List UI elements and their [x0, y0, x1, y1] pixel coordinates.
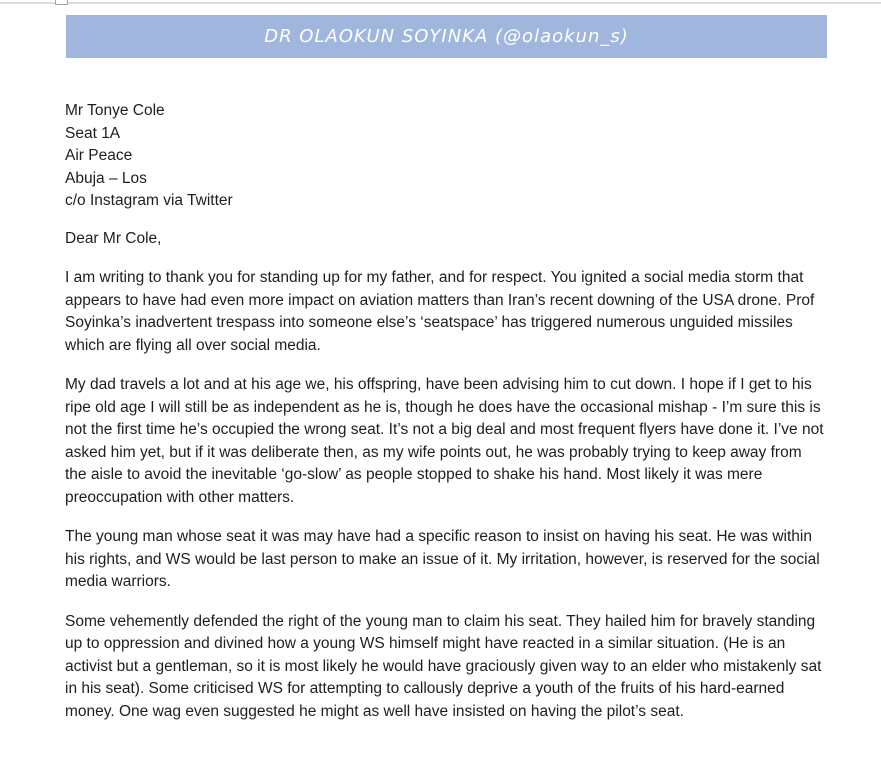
letter-paragraph-1: I am writing to thank you for standing up for my father, and for respect. You ignited a social media storm that appears to have had even more impact on aviation matters than Iran’s recent downing of the USA drone. Prof Soyinka’s inadvertent trespass into someone else’s ‘seatspace’ has triggered numerous unguided missiles which are flying all over social media.: [65, 269, 815, 354]
recipient-address-block: [65, 100, 827, 213]
letter-paragraph-3: The young man whose seat it was may have had a specific reason to insist on having his seat. He was within his rights, and WS would be last person to make an issue of it. My irritation, however, is reserved for the social media warriors.: [65, 528, 820, 590]
document-page[interactable]: [65, 100, 827, 723]
letter-paragraph-4: Some vehemently defended the right of the young man to claim his seat. They hailed him for bravely standing up to oppression and divined how a young WS himself might have reacted in a similar situation. (He is an activist but a gentleman, so it is most likely he would have graciously given way to an elder who mistakenly sat in his seat). Some criticised WS for attempting to callously deprive a youth of the fruits of his hard-earned money. One wag even suggested he might as well have insisted on having the pilot’s seat.: [65, 612, 822, 720]
salutation: Dear Mr Cole,: [65, 229, 162, 247]
letter-paragraph-2: My dad travels a lot and at his age we, his offspring, have been advising him to cut down. I hope if I get to his ripe old age I will still be as independent as he is, though he does have the occasional mishap - I’m sure this is not the first time he’s occupied the wrong seat. It’s not a big deal and most frequent flyers have done it. I’ve not asked him yet, but if it was deliberate then, as my wife points out, he was probably trying to keep away from the aisle to avoid the inevitable ‘go-slow’ as people stopped to shake his hand. Most likely it was mere preoccupation with other matters.: [65, 376, 824, 506]
letterhead-banner: [66, 15, 827, 58]
recipient-name: Mr Tonye Cole: [65, 102, 165, 119]
letterhead-title: DR OLAOKUN SOYINKA (@olaokun_s): [264, 26, 629, 47]
recipient-seat: Seat 1A: [65, 124, 121, 142]
recipient-care-of: c/o Instagram via Twitter: [65, 192, 233, 209]
table-move-handle[interactable]: [55, 0, 68, 5]
page-top-border: [0, 2, 881, 4]
recipient-airline: Air Peace: [65, 147, 133, 164]
recipient-route: Abuja – Los: [65, 169, 147, 187]
